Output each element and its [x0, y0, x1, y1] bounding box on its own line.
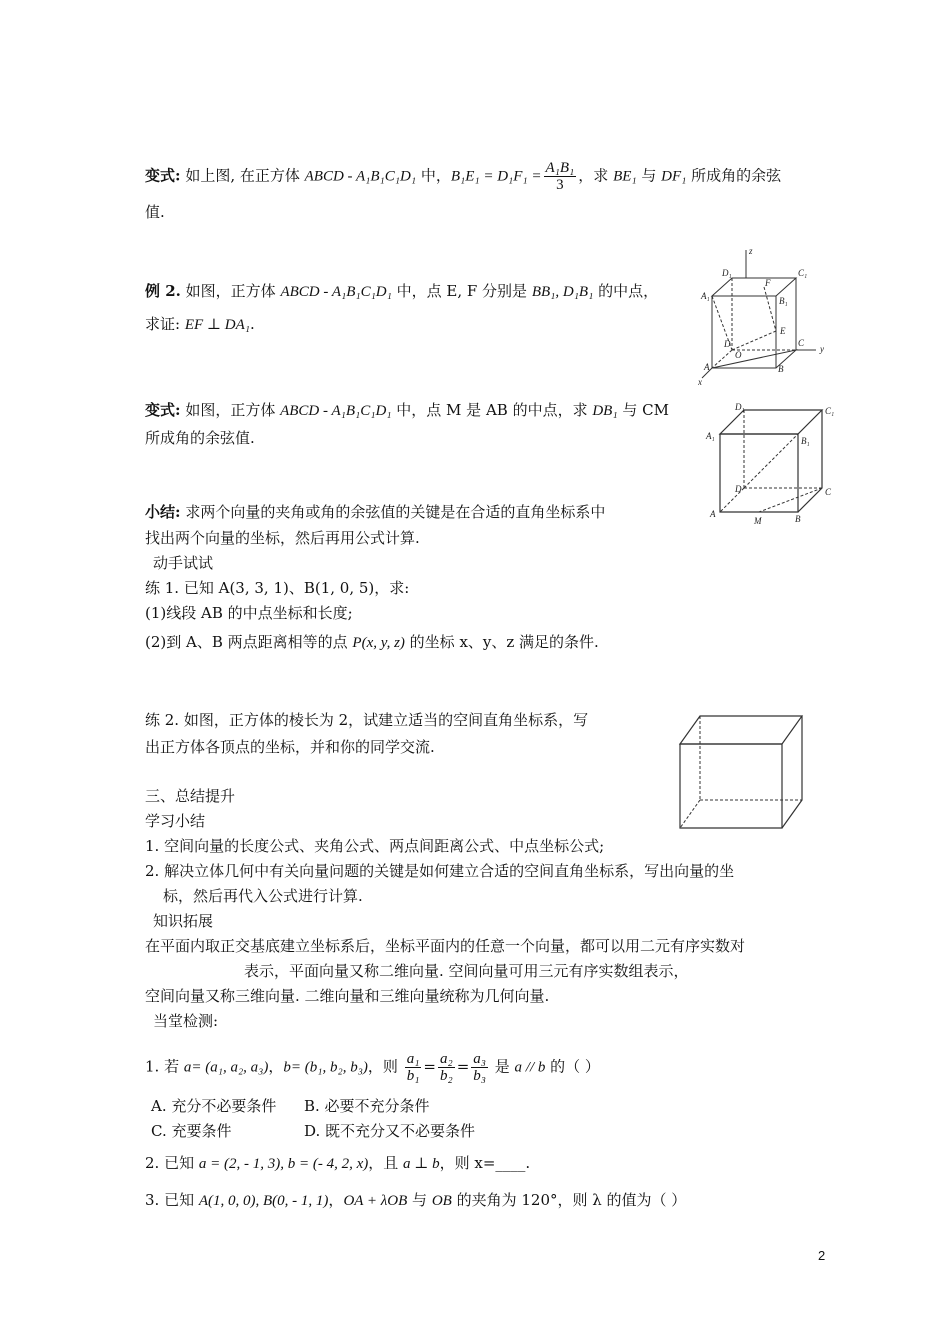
quiz-q2	[145, 1153, 530, 1174]
label-C: C	[825, 487, 832, 497]
section3-item2: 2. 解决立体几何中有关向量问题的关键是如何建立合适的空间直角坐标系，写出向量的坐	[145, 862, 735, 880]
variant2-cube: ABCD - A₁B₁C₁D₁	[280, 403, 392, 419]
q2-text: 2. 已知	[145, 1154, 199, 1172]
example2-text: 求证:	[145, 315, 185, 333]
variant1-text: 中，	[416, 166, 451, 185]
fraction-numerator: A₁B₁	[545, 160, 575, 176]
example2-text: 的中点，	[593, 282, 659, 300]
variant1-line1	[145, 160, 781, 193]
q1-frac1	[405, 1051, 422, 1084]
label-x: x	[698, 377, 702, 386]
page-number: 2	[818, 1248, 826, 1263]
cube-figure-axes	[698, 246, 848, 386]
q2-text: ，且	[368, 1154, 404, 1172]
fraction-numerator: a₃	[473, 1051, 486, 1067]
variant1-line2: 值.	[145, 203, 165, 221]
q2-perp: a ⊥ b	[403, 1156, 440, 1172]
practice1-line3	[145, 632, 599, 653]
label-A: A	[704, 362, 710, 372]
variant2-text: 如图，正方体	[180, 401, 281, 419]
variant1-df1: DF₁	[661, 168, 687, 185]
q1-text: ，	[268, 1057, 284, 1076]
q1-text: 是	[490, 1057, 515, 1076]
label-y: y	[820, 344, 824, 354]
label-M: M	[754, 516, 762, 526]
variant2-line1	[145, 400, 669, 421]
quiz-option-b: B. 必要不充分条件	[304, 1097, 430, 1115]
fraction-denominator: b₃	[473, 1068, 486, 1084]
variant1-fraction	[544, 160, 577, 193]
section3-sub: 学习小结	[145, 812, 206, 830]
label-F: F	[765, 278, 771, 288]
label-B1: B₁	[779, 296, 788, 306]
q3-vector-sum: OA + λOB	[343, 1193, 408, 1209]
q1-parallel: a // b	[514, 1059, 546, 1076]
q3-text: 的夹角为 120°，则 λ 的值为（ ）	[451, 1191, 687, 1209]
fraction-numerator: a₁	[406, 1051, 420, 1067]
practice2-line2: 出正方体各顶点的坐标，并和你的同学交流.	[145, 738, 435, 756]
quiz-q3	[145, 1190, 686, 1211]
quiz-title: 当堂检测:	[153, 1012, 219, 1030]
variant2-label: 变式:	[145, 401, 181, 419]
practice1-point: P(x, y, z)	[352, 635, 405, 651]
expand-title: 知识拓展	[153, 912, 214, 930]
fraction-denominator: b₂	[439, 1068, 453, 1084]
variant2-db1: DB₁	[592, 403, 618, 419]
variant1-text: 如上图, 在正方体	[180, 166, 305, 185]
label-A1: A₁	[706, 431, 715, 441]
label-D1: D₁	[735, 402, 745, 412]
q1-text: 1. 若	[145, 1057, 184, 1076]
quiz-option-a: A. 充分不必要条件	[151, 1097, 277, 1115]
example2-cube: ABCD - A₁B₁C₁D₁	[280, 284, 392, 300]
label-D: D	[724, 339, 731, 349]
variant1-cube: ABCD - A₁B₁C₁D₁	[304, 168, 417, 185]
cube-figure-plain	[660, 704, 810, 832]
label-B1: B₁	[801, 436, 810, 446]
quiz-q1: 1. 若 a= (a₁, a₂, a₃)，b= (b₁, b₂, b₃)，则 $\frac{\text{a₁}}{\text{b₁}}$ = $\frac{\text{a₂}}{\text{b₂}}$ = $\frac{\text{a₃}}{\text{b₃}}$ 是 a // b 的（ ）	[145, 1051, 600, 1084]
q1-text: 的（ ）	[545, 1057, 600, 1076]
fraction-denominator: b₁	[406, 1068, 420, 1084]
variant1-text: 与	[636, 166, 662, 185]
q3-text: 3. 已知	[145, 1191, 199, 1209]
practice-heading: 动手试试	[153, 554, 214, 572]
example2-label: 例 2.	[145, 282, 181, 300]
quiz-option-d: D. 既不充分又不必要条件	[304, 1122, 476, 1140]
expand-line3: 空间向量又称三维向量. 二维向量和三维向量统称为几何向量.	[145, 987, 550, 1005]
example2-text: 中，点 E, F 分别是	[391, 282, 532, 300]
label-C1: C₁	[798, 268, 808, 278]
practice1-text: (2)到 A、B 两点距离相等的点	[145, 633, 353, 651]
practice1-line2: (1)线段 AB 的中点坐标和长度;	[145, 604, 353, 622]
variant1-label: 变式:	[145, 166, 181, 185]
variant1-text: ，求	[578, 166, 614, 185]
variant1-eq: B₁E₁ = D₁F₁ =	[450, 168, 542, 185]
q1-frac3	[471, 1051, 488, 1084]
label-D: D	[735, 484, 742, 494]
variant1-text: 所成角的余弦	[686, 166, 782, 185]
label-A: A	[710, 509, 716, 519]
example2-text: 如图，正方体	[180, 282, 281, 300]
label-O: O	[735, 350, 742, 360]
summary-text: 求两个向量的夹角或角的余弦值的关键是在合适的直角坐标系中	[180, 503, 606, 521]
summary-label: 小结:	[145, 503, 181, 521]
summary-line2: 找出两个向量的坐标，然后再用公式计算.	[145, 529, 420, 547]
variant2-text: 中，点 M 是 AB 的中点，求	[391, 401, 593, 419]
variant2-line2: 所成角的余弦值.	[145, 429, 255, 447]
cube-figure-m	[702, 400, 842, 530]
q3-text: ，	[328, 1191, 344, 1209]
fraction-denominator: 3	[556, 177, 564, 193]
q3-points: A(1, 0, 0), B(0, - 1, 1)	[198, 1193, 329, 1209]
practice1-text: 的坐标 x、y、z 满足的条件.	[404, 633, 599, 651]
practice1-line1: 练 1. 已知 A(3, 3, 1)、B(1, 0, 5)，求:	[145, 579, 410, 597]
label-B: B	[795, 514, 801, 524]
q2-text: ，则 x=____.	[439, 1154, 531, 1172]
variant2-text: 与 CM	[617, 401, 669, 419]
q2-vectors: a = (2, - 1, 3), b = (- 4, 2, x)	[198, 1156, 369, 1172]
label-C1: C₁	[825, 406, 835, 416]
label-B: B	[778, 364, 784, 374]
expand-line1: 在平面内取正交基底建立坐标系后，坐标平面内的任意一个向量，都可以用二元有序实数对	[145, 937, 746, 955]
q1-vector-b: b= (b₁, b₂, b₃)	[283, 1059, 368, 1076]
label-D1: D₁	[722, 268, 732, 278]
section3-title: 三、总结提升	[145, 787, 236, 805]
section3-item1: 1. 空间向量的长度公式、夹角公式、两点间距离公式、中点坐标公式;	[145, 837, 605, 855]
quiz-option-c: C. 充要条件	[151, 1122, 232, 1140]
example2-text: .	[249, 315, 255, 333]
example2-line2	[145, 314, 255, 335]
q3-vector-ob: OB	[431, 1193, 452, 1209]
label-z: z	[749, 246, 753, 256]
label-A1: A₁	[701, 291, 710, 301]
variant1-be1: BE₁	[613, 168, 637, 185]
example2-line1	[145, 281, 658, 302]
q1-frac2	[438, 1051, 455, 1084]
label-E: E	[780, 326, 786, 336]
label-C: C	[798, 338, 805, 348]
practice2-line1: 练 2. 如图，正方体的棱长为 2，试建立适当的空间直角坐标系，写	[145, 711, 589, 729]
example2-seg: BB₁, D₁B₁	[531, 284, 594, 300]
q1-text: ，则	[367, 1057, 403, 1076]
expand-line2: 表示，平面向量又称二维向量. 空间向量可用三元有序实数组表示，	[244, 962, 689, 980]
summary-line1	[145, 502, 605, 522]
example2-formula: EF ⊥ DA₁	[184, 317, 250, 333]
fraction-numerator: a₂	[439, 1051, 453, 1067]
section3-item2-cont: 标，然后再代入公式进行计算.	[163, 887, 363, 905]
q3-text: 与	[407, 1191, 432, 1209]
q1-vector-a: a= (a₁, a₂, a₃)	[183, 1059, 269, 1076]
